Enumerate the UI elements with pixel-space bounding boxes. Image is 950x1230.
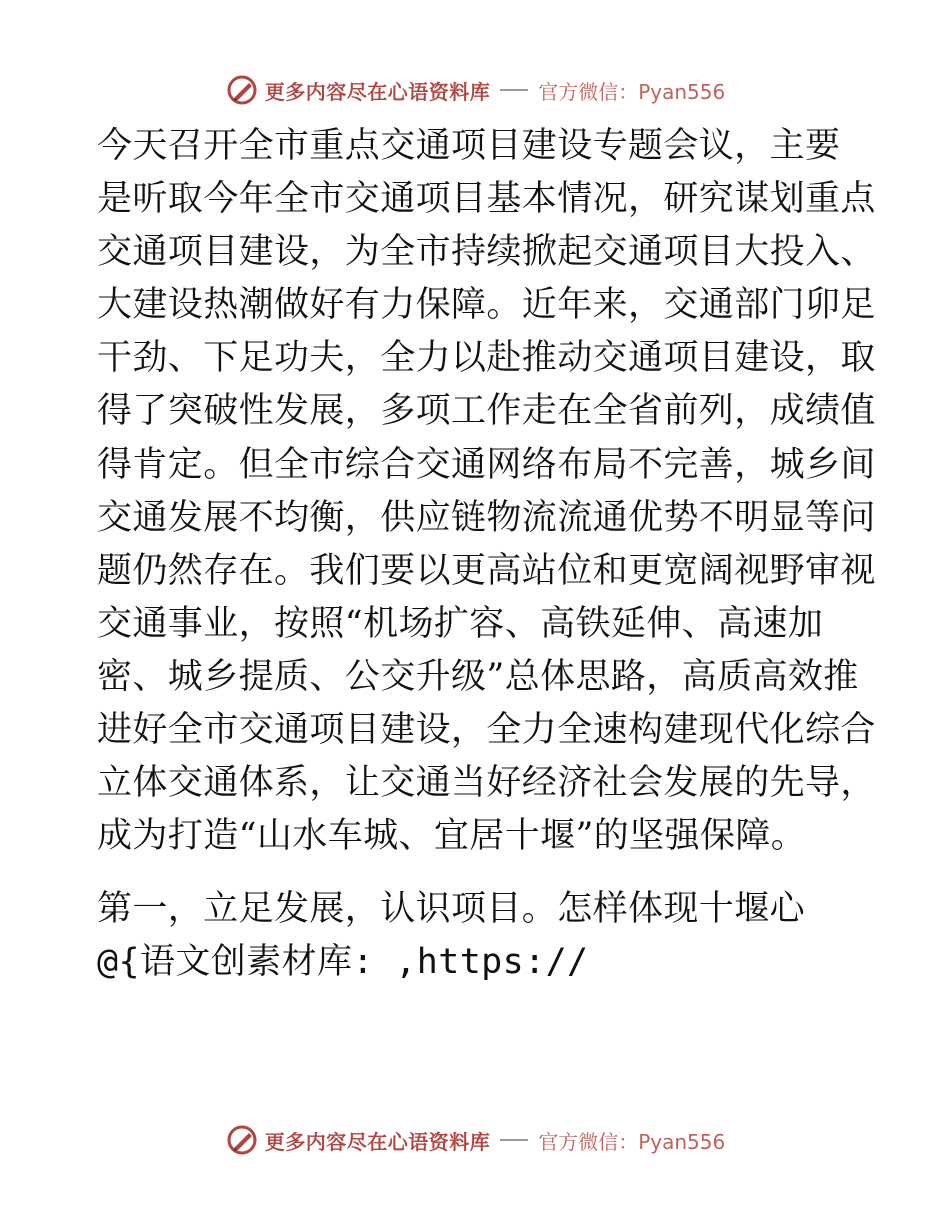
pen-logo-icon (225, 1123, 259, 1157)
footer-banner (0, 1120, 950, 1160)
text-line: 立体交通体系，让交通当好经济社会发展的先导， (97, 763, 876, 804)
banner-title: 更多内容尽在心语资料库 (264, 79, 491, 104)
banner-divider (500, 89, 528, 91)
text-line: 得肯定。但全市综合交通网络布局不完善，城乡间 (97, 444, 876, 485)
banner-contact: 官方微信：Pyan556 (538, 1129, 726, 1154)
source-link-line: @{语文创素材库: ,https:// (97, 942, 589, 983)
text-line: 交通项目建设，为全市持续掀起交通项目大投入、 (97, 232, 876, 273)
text-line: 今天召开全市重点交通项目建设专题会议，主要 (97, 126, 841, 166)
text-line: 大建设热潮做好有力保障。近年来，交通部门卯足 (97, 285, 876, 326)
text-line: 题仍然存在。我们要以更高站位和更宽阔视野审视 (97, 550, 876, 591)
paragraph (97, 883, 852, 989)
text-line: 交通事业，按照“机场扩容、高铁延伸、高速加 (97, 603, 824, 644)
text-line: 得了突破性发展，多项工作走在全省前列，成绩值 (97, 391, 876, 432)
text-line: 交通发展不均衡，供应链物流流通优势不明显等问 (97, 497, 876, 538)
text-line: 成为打造“山水车城、宜居十堰”的坚强保障。 (97, 816, 807, 857)
banner-contact: 官方微信：Pyan556 (538, 79, 726, 104)
header-banner (0, 70, 950, 110)
text-line: 密、城乡提质、公交升级”总体思路，高质高效推 (97, 656, 859, 697)
banner-divider (500, 1139, 528, 1141)
document-body (97, 120, 876, 990)
pen-logo-icon (225, 73, 259, 107)
text-line: 是听取今年全市交通项目基本情况，研究谋划重点 (97, 179, 876, 220)
paragraph (97, 120, 876, 863)
text-line: 进好全市交通项目建设，全力全速构建现代化综合 (97, 710, 876, 751)
banner-title: 更多内容尽在心语资料库 (264, 1129, 491, 1154)
text-line: 干劲、下足功夫，全力以赴推动交通项目建设，取 (97, 338, 876, 379)
text-line: 第一，立足发展，认识项目。怎样体现十堰心 (97, 889, 806, 930)
